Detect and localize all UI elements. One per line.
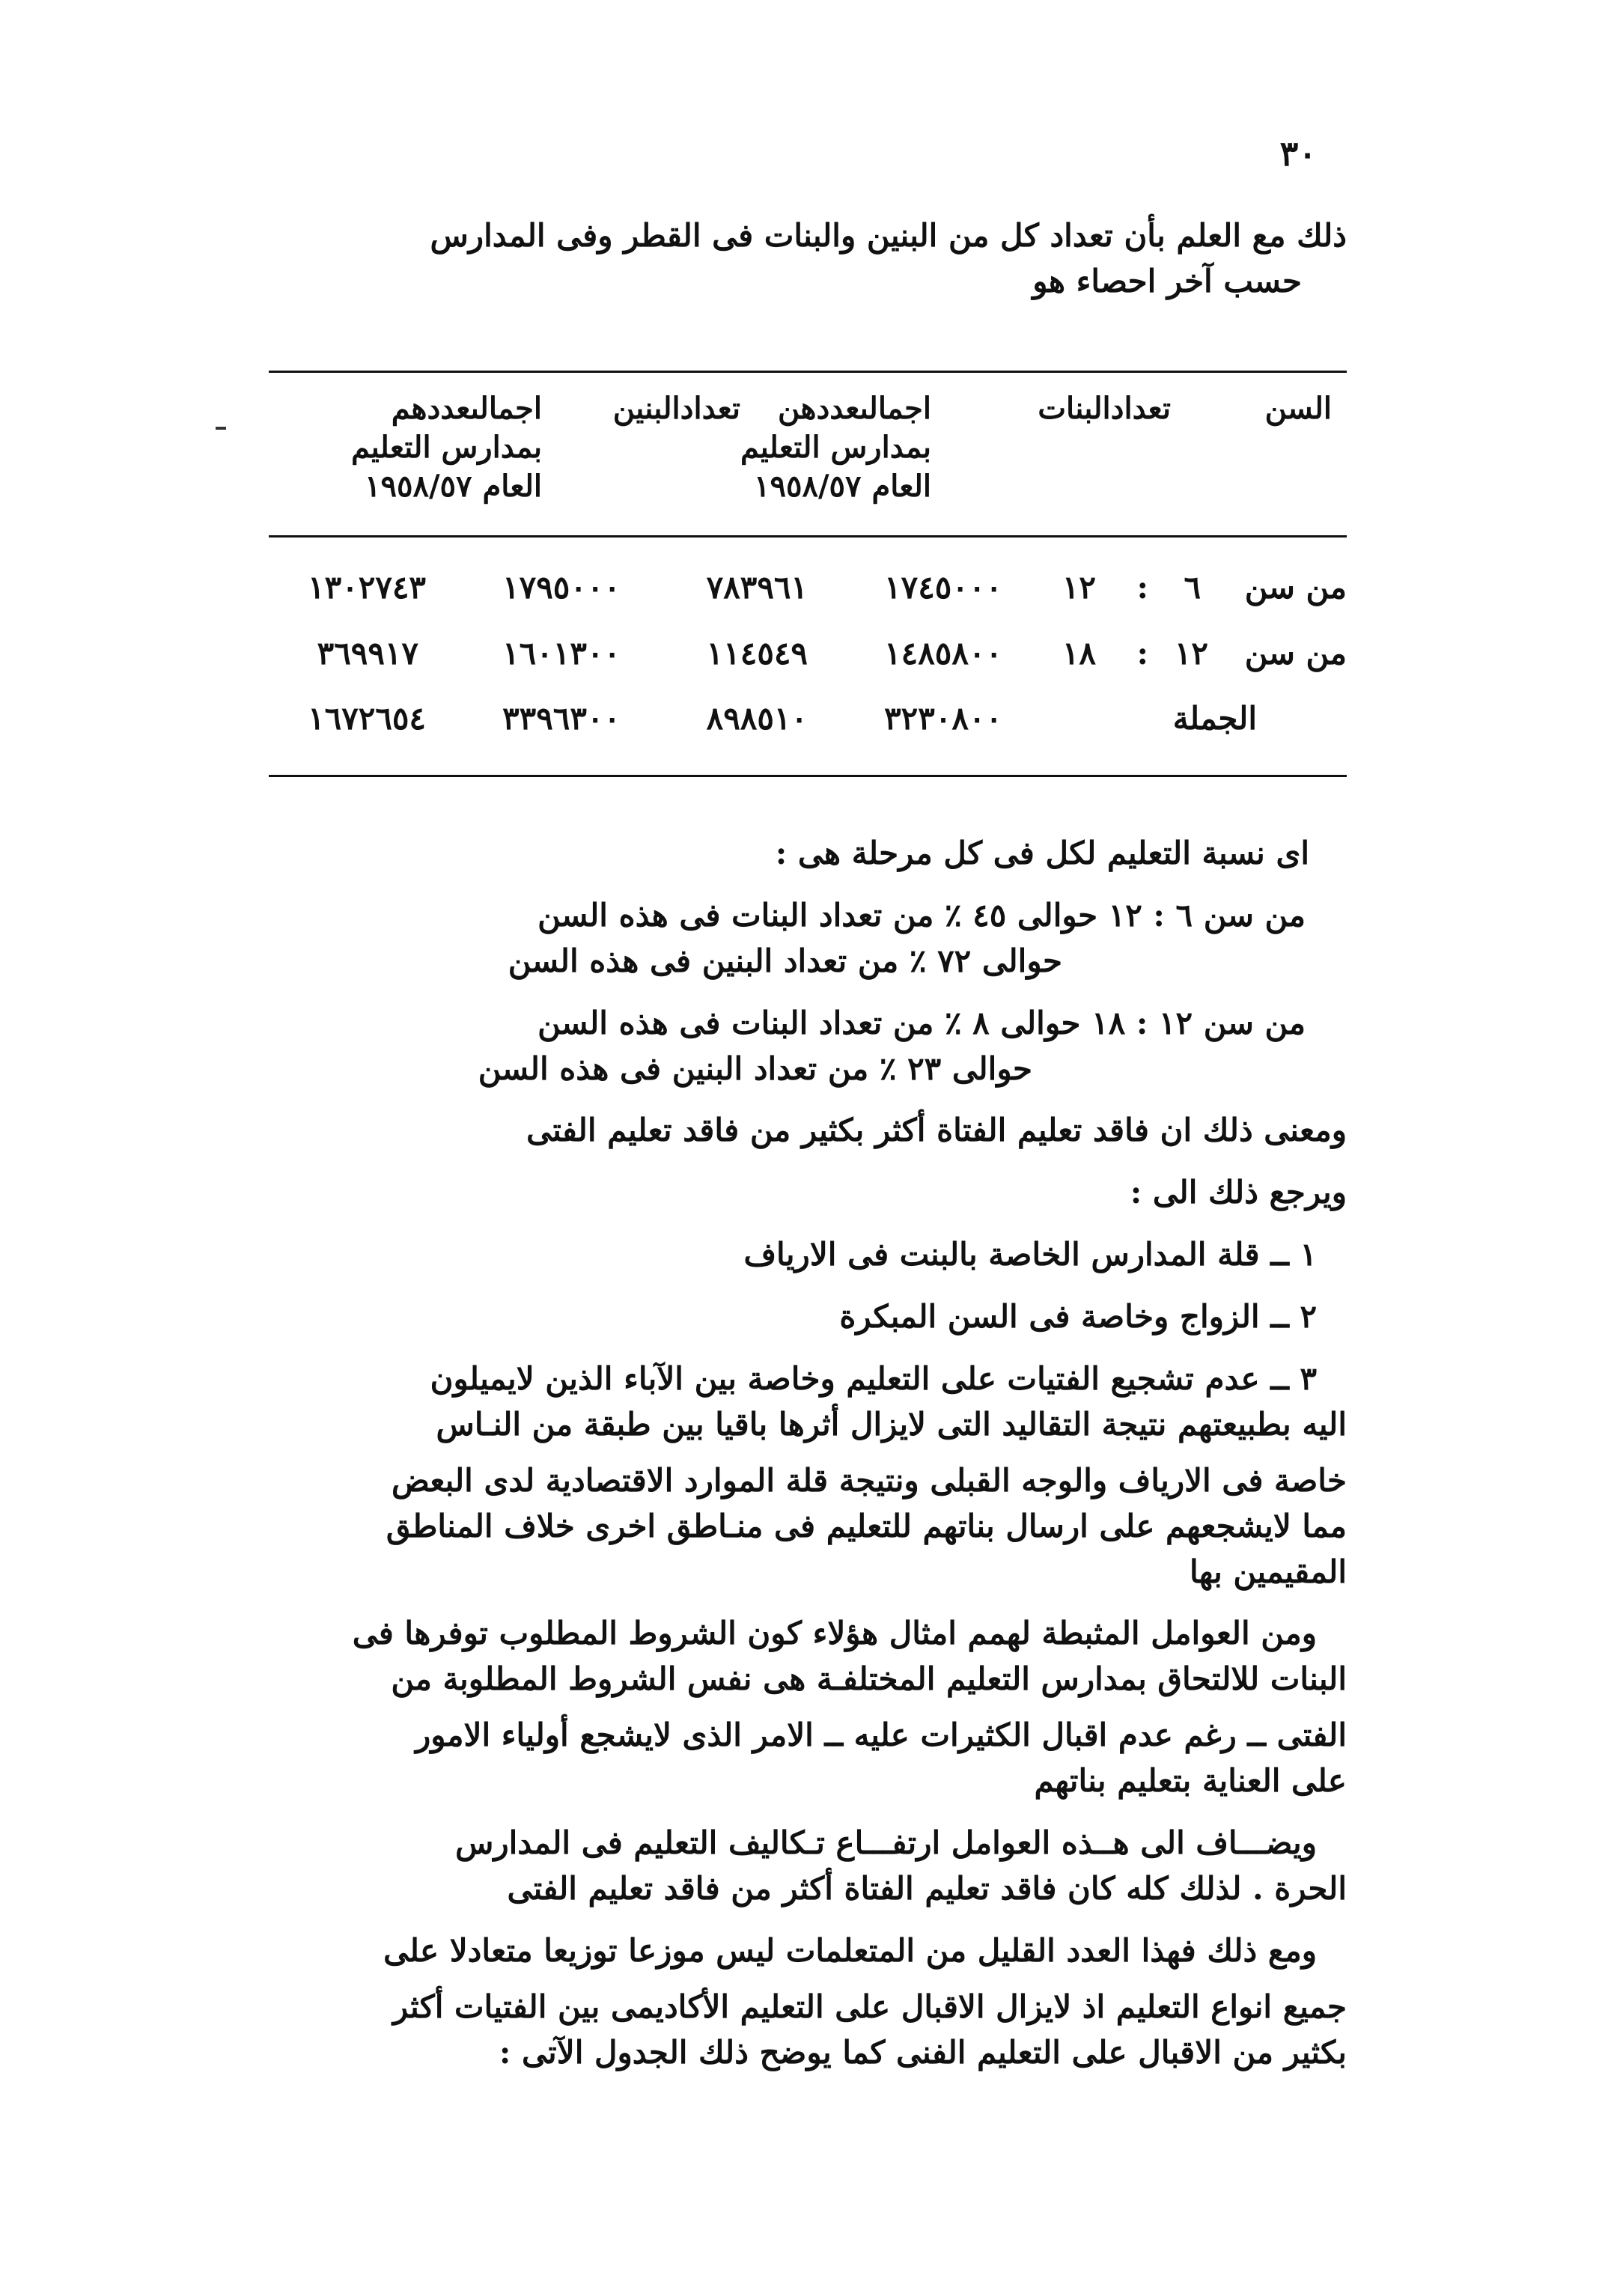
- row-boys-total: ٣٦٩٩١٧: [317, 635, 418, 672]
- reason-line: مما لايشجعهم على ارسال بناتهم للتعليم فى منـاطق اخرى خلاف المناطق: [386, 1507, 1347, 1544]
- paragraph-line: ويضـــاف الى هــذه العوامل ارتفـــاع تـكاليف التعليم فى المدارس: [455, 1824, 1317, 1862]
- header-girls-total-line1: اجمالىعددهن: [777, 391, 931, 426]
- row-age-sep: :: [1136, 635, 1148, 672]
- header-age: السن: [1264, 391, 1332, 426]
- paragraph-line: البنات للالتحاق بمدارس التعليم المختلفـة هى نفس الشروط المطلوبة من: [391, 1660, 1347, 1698]
- paragraph-line: ومن العوامل المثبطة لهمم امثال هؤلاء كون الشروط المطلوب توفرها فى: [352, 1615, 1317, 1652]
- header-boys-total: [351, 389, 542, 506]
- paragraph-line: الفتى ــ رغم عدم اقبال الكثيرات عليه ــ الامر الذى لايشجع أولياء الامور: [415, 1717, 1347, 1754]
- meaning-line: ومعنى ذلك ان فاقد تعليم الفتاة أكثر بكثير من فاقد تعليم الفتى: [526, 1112, 1347, 1149]
- intro-paragraph: [269, 213, 1347, 305]
- paragraph-line: ومع ذلك فهذا العدد القليل من المتعلمات ليس موزعا توزيعا متعادلا على: [383, 1931, 1317, 1969]
- table-header-rule: [269, 535, 1347, 538]
- table-row: [269, 569, 1347, 614]
- table-header: [269, 389, 1347, 528]
- row-label: من سن: [1244, 635, 1347, 672]
- table-row: [269, 635, 1347, 680]
- row-label: من سن: [1244, 569, 1347, 606]
- ratio-line: حوالى ٧٢ ٪ من تعداد البنين فى هذه السن: [508, 942, 1062, 979]
- header-girls-total: [740, 389, 931, 506]
- row-label: الجملة: [1172, 700, 1257, 737]
- header-boys-total-line1: اجمالىعددهم: [391, 391, 542, 426]
- row-age-to: ١٢: [1062, 569, 1096, 606]
- row-boys-total: ١٦٧٢٦٥٤: [308, 700, 426, 737]
- row-age-from: ٦: [1184, 569, 1201, 606]
- row-boys-count: ١٧٩٥٠٠٠: [502, 569, 621, 606]
- reason-line: اليه بطبيعتهم نتيجة التقاليد التى لايزال أثرها باقيا بين طبقة من النـاس: [436, 1405, 1347, 1443]
- ratio-line: من سن ٦ : ١٢ حوالى ٤٥ ٪ من تعداد البنات فى هذه السن: [537, 896, 1306, 934]
- row-age-from: ١٢: [1174, 635, 1208, 672]
- reason-line: خاصة فى الارياف والوجه القبلى ونتيجة قلة الموارد الاقتصادية لدى البعض: [391, 1461, 1347, 1499]
- row-girls-total: ٧٨٣٩٦١: [706, 569, 808, 606]
- page-number: ٣٠: [1279, 133, 1317, 174]
- ratio-line: من سن ١٢ : ١٨ حوالى ٨ ٪ من تعداد البنات فى هذه السن: [537, 1004, 1306, 1041]
- scan-mark: [216, 427, 226, 430]
- row-boys-total: ١٣٠٢٧٤٣: [308, 569, 426, 606]
- reason-item: ٣ ــ عدم تشجيع الفتيات على التعليم وخاصة بين الآباء الذين لايميلون: [430, 1360, 1317, 1398]
- paragraph-line: جميع انواع التعليم اذ لايزال الاقبال على التعليم الأكاديمى بين الفتيات أكثر: [392, 1988, 1347, 2025]
- table-top-rule: [269, 371, 1347, 373]
- table-row-total: [269, 700, 1347, 745]
- paragraph-line: على العناية بتعليم بناتهم: [1034, 1762, 1347, 1800]
- row-girls-total: ٨٩٨٥١٠: [706, 700, 808, 737]
- row-girls-count: ١٤٨٥٨٠٠: [884, 635, 1002, 672]
- row-girls-total: ١١٤٥٤٩: [706, 635, 808, 672]
- reason-line: المقيمين بها: [1189, 1553, 1347, 1590]
- header-girls-total-line3: العام ١٩٥٨/٥٧: [754, 469, 931, 504]
- row-girls-count: ١٧٤٥٠٠٠: [884, 569, 1002, 606]
- row-age-to: ١٨: [1062, 635, 1096, 672]
- reasons-intro: ويرجع ذلك الى :: [1130, 1174, 1347, 1211]
- header-girls-count: تعدادالبنات: [1038, 391, 1171, 426]
- row-girls-count: ٣٢٣٠٨٠٠: [884, 700, 1002, 737]
- row-age-sep: :: [1136, 569, 1148, 606]
- ratio-intro: اى نسبة التعليم لكل فى كل مرحلة هى :: [775, 835, 1309, 871]
- header-boys-total-line3: العام ١٩٥٨/٥٧: [365, 469, 542, 504]
- ratio-line: حوالى ٢٣ ٪ من تعداد البنين فى هذه السن: [478, 1050, 1032, 1087]
- header-boys-total-line2: بمدارس التعليم: [350, 430, 542, 465]
- paragraph-line: الحرة . لذلك كله كان فاقد تعليم الفتاة أكثر من فاقد تعليم الفتى: [507, 1869, 1347, 1907]
- row-boys-count: ٣٣٩٦٣٠٠: [502, 700, 621, 737]
- intro-line-1: ذلك مع العلم بأن تعداد كل من البنين والبنات فى القطر وفى المدارس: [430, 217, 1347, 254]
- intro-line-2: حسب آخر احصاء هو: [1032, 262, 1302, 299]
- reason-item: ٢ ــ الزواج وخاصة فى السن المبكرة: [839, 1298, 1317, 1336]
- body-text: [269, 831, 1347, 2075]
- reason-item: ١ ــ قلة المدارس الخاصة بالبنت فى الارياف: [743, 1236, 1317, 1273]
- header-boys-count: تعدادالبنين: [612, 391, 740, 426]
- table-bottom-rule: [269, 775, 1347, 777]
- row-boys-count: ١٦٠١٣٠٠: [502, 635, 621, 672]
- header-girls-total-line2: بمدارس التعليم: [740, 430, 931, 465]
- paragraph-line: بكثير من الاقبال على التعليم الفنى كما يوضح ذلك الجدول الآتى :: [499, 2033, 1347, 2071]
